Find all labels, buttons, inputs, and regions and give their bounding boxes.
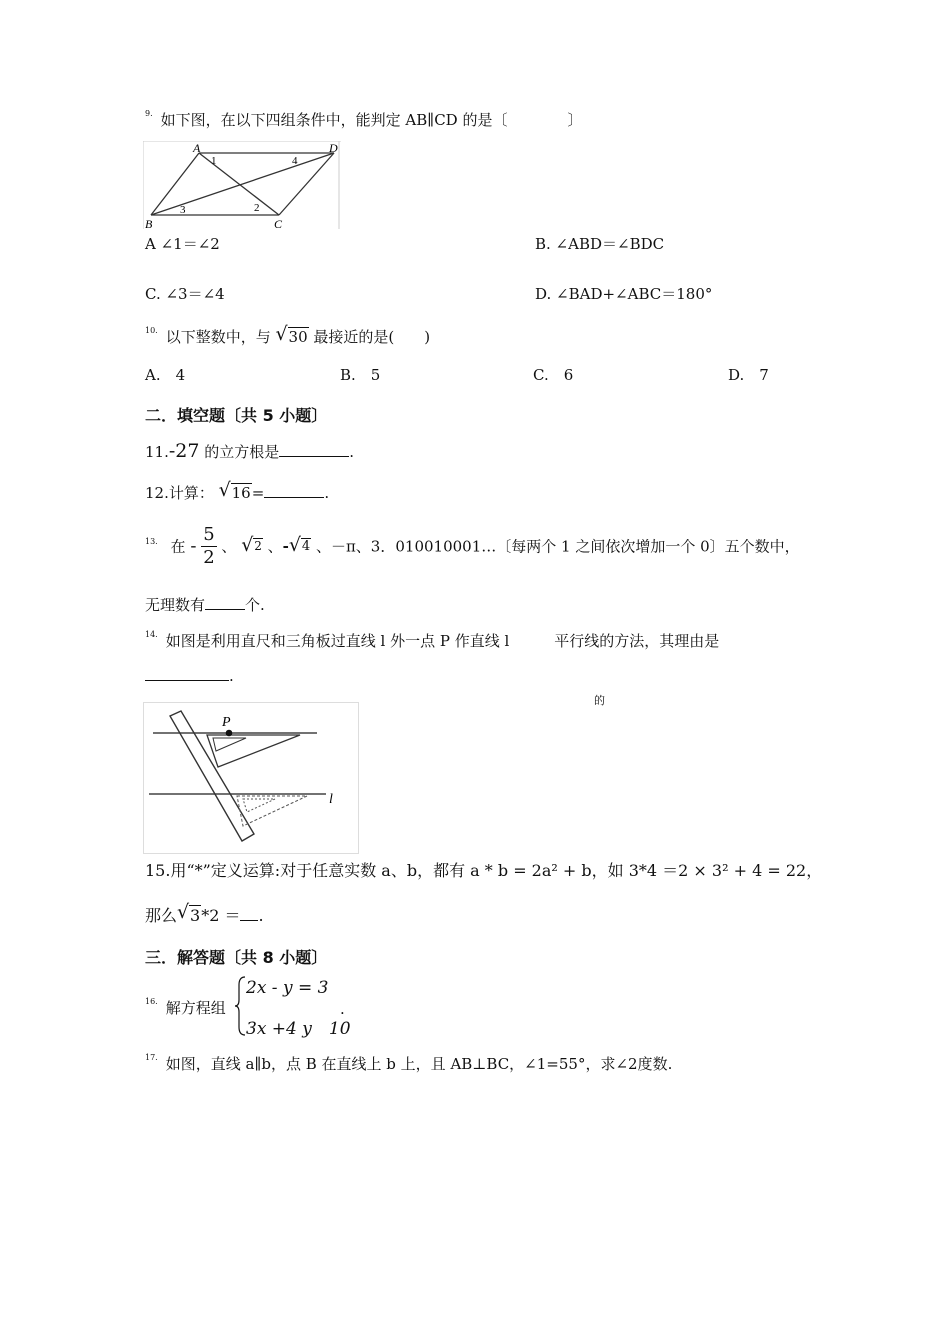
label-l: l <box>329 792 333 807</box>
radical-icon: √ <box>218 479 231 501</box>
q12-pre: 12.计算： <box>145 484 214 502</box>
q9-number: 9. <box>145 109 153 118</box>
q16-end: . <box>340 1000 345 1018</box>
angle-label-4: 4 <box>292 155 298 167</box>
q10-option-b[interactable]: B. 5 <box>340 366 381 384</box>
q16-stem <box>145 997 226 1018</box>
q9-option-a[interactable]: A ∠1＝∠2 <box>145 235 220 253</box>
q11-value: -27 <box>168 440 200 462</box>
q11-post: 的立方根是 <box>204 443 280 461</box>
q15-answer-blank[interactable] <box>240 906 258 921</box>
q9-option-d[interactable]: D. ∠BAD+∠ABC＝180° <box>535 285 713 303</box>
label-P: P <box>222 715 231 730</box>
section3-heading: 三．解答题〔共 8 小题〕 <box>145 948 328 967</box>
angle-label-1: 1 <box>211 155 217 167</box>
q15-end: . <box>258 906 264 925</box>
q9-option-b[interactable]: B. ∠ABD＝∠BDC <box>535 235 665 253</box>
q13-number: 13. <box>145 537 158 547</box>
q12-sqrt <box>218 479 252 502</box>
q13-post: 、－π、3．010010001…〔每两个 1 之间依次增加一个 0〕五个数中， <box>315 537 800 556</box>
angle-label-2: 2 <box>254 202 260 214</box>
lower-triangle-dashed <box>237 796 307 826</box>
q11-answer-blank[interactable] <box>279 442 349 457</box>
q14-stem <box>145 630 719 651</box>
q13-pre: 在 <box>170 537 186 556</box>
q12-answer-blank[interactable] <box>264 483 324 498</box>
q17-text: 如图，直线 a∥b，点 B 在直线上 b 上，且 AB⊥BC，∠1=55°，求∠2度数. <box>165 1055 673 1073</box>
q17-stem <box>145 1053 672 1074</box>
q16-number: 16. <box>145 997 158 1006</box>
q12-radicand: 16 <box>231 484 251 502</box>
q9-figure <box>143 141 341 231</box>
q16-text: 解方程组 <box>165 999 226 1017</box>
radical-icon: √ <box>275 323 288 345</box>
q16-equation-2: 3x +4 y 10 <box>246 1019 351 1039</box>
label-D: D <box>329 141 338 155</box>
q11-pre: 11. <box>145 443 169 461</box>
q12-end: . <box>324 484 330 502</box>
q10-number: 10. <box>145 326 158 335</box>
q9-text: 如下图，在以下四组条件中，能判定 AB∥CD 的是〔 〕 <box>160 111 583 129</box>
label-C: C <box>274 217 283 231</box>
q9-option-c[interactable]: C. ∠3＝∠4 <box>145 285 225 303</box>
upper-triangle-inner <box>213 738 246 751</box>
q14-end: . <box>229 667 234 685</box>
q13-neg: - <box>190 535 197 557</box>
q13-line2-text: 无理数有 <box>145 596 206 614</box>
q13-frac-denominator: 2 <box>203 546 215 568</box>
angle-label-3: 3 <box>180 204 186 216</box>
radical-icon: √ <box>288 533 301 556</box>
label-A: A <box>193 141 201 155</box>
q13-rad1: 2 <box>254 539 262 554</box>
q10-option-d[interactable]: D. 7 <box>728 366 769 384</box>
radical-icon: √ <box>241 534 254 557</box>
ruler-shape <box>170 711 254 841</box>
q14-answer-line <box>145 666 234 685</box>
q14-figure <box>143 702 359 854</box>
q15-radicand: 3 <box>190 906 201 925</box>
lower-triangle-inner-dashed <box>243 799 275 812</box>
q15-line2 <box>145 903 264 926</box>
q14-text: 如图是利用直尺和三角板过直线 l 外一点 P 作直线 l 平行线的方法，其理由是 <box>165 632 720 650</box>
section2-heading: 二．填空题〔共 5 小题〕 <box>145 406 328 425</box>
q15-sqrt <box>177 901 201 925</box>
q10-stem <box>145 323 431 347</box>
q10-radicand: 30 <box>288 328 308 346</box>
point-P-dot <box>226 730 233 737</box>
left-brace-icon <box>233 975 247 1037</box>
label-B: B <box>145 217 153 231</box>
segment-AB <box>151 153 199 215</box>
q13-sep1: 、 <box>221 537 237 556</box>
q10-pre: 以下整数中，与 <box>165 328 271 346</box>
q13-line2-end: 个. <box>245 596 265 614</box>
q13-sep2: 、 <box>267 537 283 556</box>
q10-sqrt <box>275 323 309 346</box>
q13-fraction <box>201 524 216 568</box>
q11-end: . <box>349 443 355 461</box>
q9-stem <box>145 109 582 130</box>
q13-stem <box>145 524 800 568</box>
q14-answer-blank[interactable] <box>145 666 229 681</box>
q13-answer-blank[interactable] <box>205 595 245 610</box>
q10-option-a[interactable]: A. 4 <box>145 366 186 384</box>
q13-sqrt-4 <box>288 533 311 556</box>
upper-triangle <box>207 735 300 767</box>
q13-line2 <box>145 594 265 615</box>
q10-option-c[interactable]: C. 6 <box>533 366 574 384</box>
q13-frac-numerator: 5 <box>203 524 215 545</box>
q13-rad2: 4 <box>301 538 311 554</box>
q16-equation-1: 2x - y = 3 <box>246 978 329 998</box>
q15-line2-post: *2 ＝ <box>201 906 241 925</box>
q14-number: 14. <box>145 630 158 639</box>
q10-post: 最接近的是( ) <box>313 328 431 346</box>
q15-line1: 15.用“*”定义运算:对于任意实数 a、b，都有 a * b = 2a² + b，如 3*4 ＝2 × 3² + 4 = 22， <box>145 861 823 880</box>
radical-icon: √ <box>177 901 190 923</box>
q12-stem <box>145 479 330 503</box>
q13-sqrt-2 <box>241 534 263 557</box>
q14-stray-char: 的 <box>594 694 605 707</box>
q12-eq: = <box>251 484 265 502</box>
q17-number: 17. <box>145 1053 158 1062</box>
q11-stem <box>145 440 354 462</box>
q15-line2-pre: 那么 <box>145 906 178 925</box>
q13-neg2: - <box>282 537 289 556</box>
